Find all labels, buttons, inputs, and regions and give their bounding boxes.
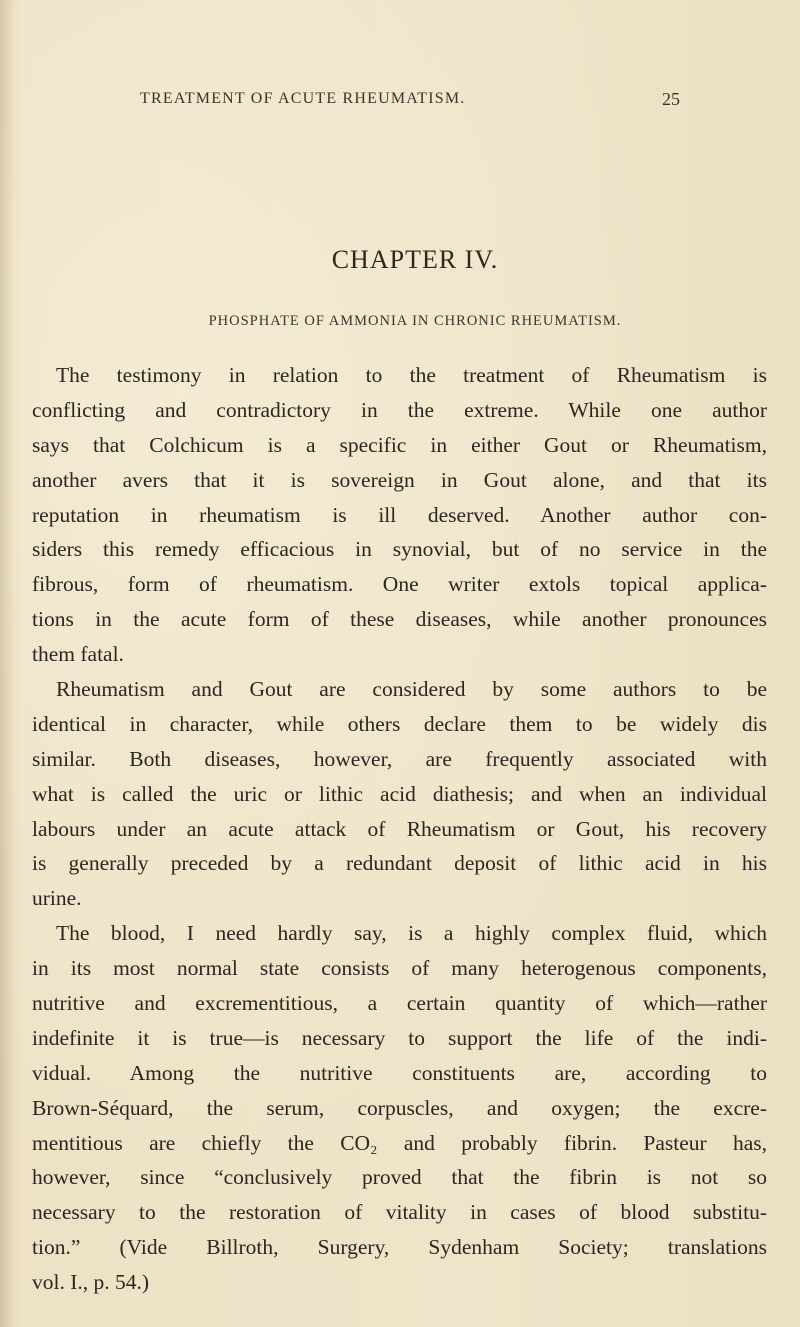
text-line: tion.” (Vide Billroth, Surgery, Sydenham Society; translations xyxy=(32,1235,767,1260)
text-line: says that Colchicum is a specific in either Gout or Rheumatism, xyxy=(32,432,767,457)
chapter-subtitle: PHOSPHATE OF AMMONIA IN CHRONIC RHEUMATISM. xyxy=(208,313,622,329)
text-line: conflicting and contradictory in the extreme. While one author xyxy=(32,397,767,422)
text-line: indefinite it is true—is necessary to support the life of the indi- xyxy=(32,1025,767,1050)
text-line: them fatal. xyxy=(32,642,124,667)
text-line: is generally preceded by a redundant deposit of lithic acid in his xyxy=(32,851,767,876)
text-line: tions in the acute form of these diseases, while another pronounces xyxy=(32,607,767,632)
text-line: however, since “conclusively proved that the fibrin is not so xyxy=(32,1165,767,1190)
text-line: fibrous, form of rheumatism. One writer extols topical applica- xyxy=(32,572,767,597)
text-line: Brown-Séquard, the serum, corpuscles, and oxygen; the excre- xyxy=(32,1095,767,1120)
page-number: 25 xyxy=(662,89,680,109)
text-line: The testimony in relation to the treatment of Rheumatism is xyxy=(56,363,767,387)
text-line: reputation in rheumatism is ill deserved. Another author con- xyxy=(32,502,767,527)
text-line: labours under an acute attack of Rheumatism or Gout, his recovery xyxy=(32,816,767,841)
body-text xyxy=(32,358,767,1300)
text-line: vol. I., p. 54.) xyxy=(32,1270,150,1295)
text-line: The blood, I need hardly say, is a highly complex fluid, which xyxy=(56,921,767,946)
text-line: necessary to the restoration of vitality in cases of blood substitu- xyxy=(32,1200,767,1225)
chapter-title: CHAPTER IV. xyxy=(331,245,499,274)
text-line: nutritive and excrementitious, a certain quantity of which—rather xyxy=(32,991,767,1016)
text-line: Rheumatism and Gout are considered by some authors to be xyxy=(56,677,767,702)
text-line: identical in character, while others declare them to be widely dis xyxy=(32,711,767,736)
running-title: TREATMENT OF ACUTE RHEUMATISM. xyxy=(140,90,466,107)
text-line: siders this remedy efficacious in synovial, but of no service in the xyxy=(32,537,767,562)
running-header xyxy=(140,90,680,108)
text-line: another avers that it is sovereign in Gout alone, and that its xyxy=(32,467,767,492)
text-line: urine. xyxy=(32,886,82,911)
text-line: vidual. Among the nutritive constituents are, according to xyxy=(32,1060,767,1085)
text-line: in its most normal state consists of many heterogenous components, xyxy=(32,956,767,981)
text-line: what is called the uric or lithic acid diathesis; and when an individual xyxy=(32,781,767,806)
page-gutter-shadow xyxy=(0,0,14,1327)
text-line: mentitious are chiefly the CO₂ and probably fibrin. Pasteur has, xyxy=(32,1130,767,1155)
text-line: similar. Both diseases, however, are frequently associated with xyxy=(32,746,767,771)
